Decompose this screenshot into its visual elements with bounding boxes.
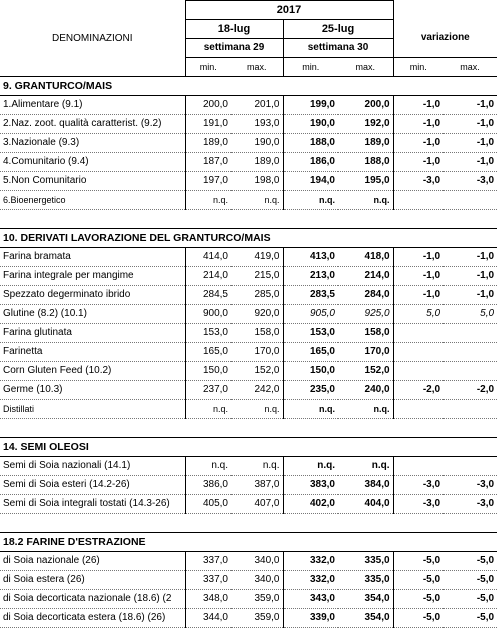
prev-max: 920,0	[231, 305, 283, 324]
curr-max: n.q.	[338, 400, 393, 419]
section-title: 10. DERIVATI LAVORAZIONE DEL GRANTURCO/MAIS	[0, 229, 497, 248]
header-row-year	[0, 1, 497, 20]
row-label: Farina bramata	[0, 248, 185, 267]
curr-min: 188,0	[283, 134, 338, 153]
prev-max: 198,0	[231, 172, 283, 191]
prev-min: 344,0	[185, 609, 231, 628]
curr-min: 190,0	[283, 115, 338, 134]
var-max: -5,0	[443, 571, 497, 590]
section-title: 14. SEMI OLEOSI	[0, 438, 497, 457]
var-min	[393, 343, 443, 362]
table-row	[0, 153, 497, 172]
row-label: 4.Comunitario (9.4)	[0, 153, 185, 172]
curr-max: 335,0	[338, 552, 393, 571]
curr-max: 284,0	[338, 286, 393, 305]
prev-min: 337,0	[185, 571, 231, 590]
var-max: -5,0	[443, 609, 497, 628]
var-min: -5,0	[393, 552, 443, 571]
var-min: -2,0	[393, 381, 443, 400]
prev-max: 359,0	[231, 590, 283, 609]
table-row	[0, 191, 497, 210]
var-min: -1,0	[393, 153, 443, 172]
table-row	[0, 381, 497, 400]
row-label: Farina integrale per mangime	[0, 267, 185, 286]
curr-max: 152,0	[338, 362, 393, 381]
table-row	[0, 96, 497, 115]
prev-min: 337,0	[185, 552, 231, 571]
var-min	[393, 362, 443, 381]
curr-max: 214,0	[338, 267, 393, 286]
week1-label: settimana 29	[185, 39, 283, 58]
var-max: 5,0	[443, 305, 497, 324]
min-label: min.	[185, 58, 231, 77]
curr-max: 384,0	[338, 476, 393, 495]
row-label: 6.Bioenergetico	[0, 191, 185, 210]
spacer-cell	[0, 419, 497, 438]
prev-min: 197,0	[185, 172, 231, 191]
row-label: di Soia decorticata estera (18.6) (26)	[0, 609, 185, 628]
var-min: -1,0	[393, 134, 443, 153]
table-row	[0, 476, 497, 495]
row-label: Semi di Soia esteri (14.2-26)	[0, 476, 185, 495]
var-min: -1,0	[393, 96, 443, 115]
table-row	[0, 362, 497, 381]
var-max	[443, 343, 497, 362]
var-max: -1,0	[443, 286, 497, 305]
prev-min: 348,0	[185, 590, 231, 609]
week2-label: settimana 30	[283, 39, 393, 58]
prev-min: 237,0	[185, 381, 231, 400]
var-min	[393, 457, 443, 476]
var-max: -1,0	[443, 153, 497, 172]
curr-max: 200,0	[338, 96, 393, 115]
prev-min: n.q.	[185, 457, 231, 476]
var-min: -1,0	[393, 267, 443, 286]
min-label: min.	[283, 58, 338, 77]
row-label: 2.Naz. zoot. qualità caratterist. (9.2)	[0, 115, 185, 134]
table-row	[0, 552, 497, 571]
prev-max: 340,0	[231, 552, 283, 571]
row-label: di Soia estera (26)	[0, 571, 185, 590]
curr-max: 925,0	[338, 305, 393, 324]
section-spacer	[0, 210, 497, 229]
prev-min: 414,0	[185, 248, 231, 267]
min-label: min.	[393, 58, 443, 77]
prev-max: 407,0	[231, 495, 283, 514]
prev-max: n.q.	[231, 400, 283, 419]
var-max: -1,0	[443, 267, 497, 286]
section-header	[0, 77, 497, 96]
year-label: 2017	[185, 1, 393, 20]
var-max: -5,0	[443, 590, 497, 609]
curr-max: 188,0	[338, 153, 393, 172]
var-min: -1,0	[393, 248, 443, 267]
prev-min: 153,0	[185, 324, 231, 343]
row-label: Semi di Soia nazionali (14.1)	[0, 457, 185, 476]
max-label: max.	[338, 58, 393, 77]
table-row	[0, 457, 497, 476]
table-row	[0, 590, 497, 609]
prev-max: n.q.	[231, 191, 283, 210]
var-max: -3,0	[443, 495, 497, 514]
curr-min: 905,0	[283, 305, 338, 324]
var-min: -1,0	[393, 286, 443, 305]
row-label: Distillati	[0, 400, 185, 419]
prev-min: 165,0	[185, 343, 231, 362]
denominazioni-label: DENOMINAZIONI	[0, 20, 185, 58]
row-label: 5.Non Comunitario	[0, 172, 185, 191]
curr-min: 332,0	[283, 552, 338, 571]
curr-max: 170,0	[338, 343, 393, 362]
row-label: di Soia decorticata nazionale (18.6) (2	[0, 590, 185, 609]
row-label: Farina glutinata	[0, 324, 185, 343]
var-max: -3,0	[443, 476, 497, 495]
curr-max: n.q.	[338, 457, 393, 476]
var-max	[443, 457, 497, 476]
prev-min: 900,0	[185, 305, 231, 324]
row-label: Semi di Soia integrali tostati (14.3-26)	[0, 495, 185, 514]
curr-max: 354,0	[338, 609, 393, 628]
var-max: -1,0	[443, 96, 497, 115]
prev-max: n.q.	[231, 457, 283, 476]
spacer-cell	[0, 514, 497, 533]
table-row	[0, 324, 497, 343]
prev-max: 242,0	[231, 381, 283, 400]
prev-min: 200,0	[185, 96, 231, 115]
table-row	[0, 305, 497, 324]
table-row	[0, 134, 497, 153]
prev-max: 158,0	[231, 324, 283, 343]
curr-min: 153,0	[283, 324, 338, 343]
row-label: Spezzato degerminato ibrido	[0, 286, 185, 305]
curr-min: n.q.	[283, 457, 338, 476]
max-label: max.	[443, 58, 497, 77]
section-header	[0, 229, 497, 248]
curr-max: 240,0	[338, 381, 393, 400]
curr-min: 283,5	[283, 286, 338, 305]
var-max: -1,0	[443, 115, 497, 134]
var-max	[443, 400, 497, 419]
curr-min: 194,0	[283, 172, 338, 191]
prev-max: 152,0	[231, 362, 283, 381]
curr-max: 192,0	[338, 115, 393, 134]
curr-min: 165,0	[283, 343, 338, 362]
prev-max: 190,0	[231, 134, 283, 153]
section-spacer	[0, 419, 497, 438]
row-label: Glutine (8.2) (10.1)	[0, 305, 185, 324]
var-max: -3,0	[443, 172, 497, 191]
var-min	[393, 324, 443, 343]
curr-max: 418,0	[338, 248, 393, 267]
curr-min: 413,0	[283, 248, 338, 267]
curr-min: 235,0	[283, 381, 338, 400]
curr-max: 404,0	[338, 495, 393, 514]
var-min	[393, 400, 443, 419]
curr-max: n.q.	[338, 191, 393, 210]
prev-max: 189,0	[231, 153, 283, 172]
table-row	[0, 495, 497, 514]
var-min: -3,0	[393, 495, 443, 514]
spacer-cell	[0, 210, 497, 229]
prev-max: 193,0	[231, 115, 283, 134]
row-label: 1.Alimentare (9.1)	[0, 96, 185, 115]
var-min: -3,0	[393, 476, 443, 495]
header-row-minmax	[0, 58, 497, 77]
date-week1: 18-lug	[185, 20, 283, 39]
table-row	[0, 343, 497, 362]
prev-min: 405,0	[185, 495, 231, 514]
var-min: -3,0	[393, 172, 443, 191]
curr-min: 199,0	[283, 96, 338, 115]
var-min	[393, 191, 443, 210]
curr-max: 158,0	[338, 324, 393, 343]
curr-min: 343,0	[283, 590, 338, 609]
table-row	[0, 400, 497, 419]
curr-max: 195,0	[338, 172, 393, 191]
prev-max: 340,0	[231, 571, 283, 590]
var-min: -5,0	[393, 590, 443, 609]
table-row	[0, 286, 497, 305]
var-min: -5,0	[393, 571, 443, 590]
curr-min: n.q.	[283, 400, 338, 419]
prev-max: 201,0	[231, 96, 283, 115]
curr-min: 213,0	[283, 267, 338, 286]
section-title: 18.2 FARINE D'ESTRAZIONE	[0, 533, 497, 552]
row-label: Germe (10.3)	[0, 381, 185, 400]
prev-min: 191,0	[185, 115, 231, 134]
curr-min: 339,0	[283, 609, 338, 628]
prev-min: n.q.	[185, 191, 231, 210]
curr-max: 354,0	[338, 590, 393, 609]
date-week2: 25-lug	[321, 23, 355, 35]
header-row-dates	[0, 20, 497, 39]
var-min: -1,0	[393, 115, 443, 134]
var-max: -2,0	[443, 381, 497, 400]
var-max	[443, 191, 497, 210]
curr-min: 383,0	[283, 476, 338, 495]
prev-max: 419,0	[231, 248, 283, 267]
table-row	[0, 248, 497, 267]
var-max: -1,0	[443, 248, 497, 267]
curr-min: 402,0	[283, 495, 338, 514]
prev-min: 284,5	[185, 286, 231, 305]
section-header	[0, 438, 497, 457]
prev-max: 170,0	[231, 343, 283, 362]
prev-min: 386,0	[185, 476, 231, 495]
prev-max: 387,0	[231, 476, 283, 495]
prev-min: 150,0	[185, 362, 231, 381]
section-spacer	[0, 514, 497, 533]
curr-max: 189,0	[338, 134, 393, 153]
row-label: di Soia nazionale (26)	[0, 552, 185, 571]
prev-max: 285,0	[231, 286, 283, 305]
var-max	[443, 362, 497, 381]
prev-min: 214,0	[185, 267, 231, 286]
row-label: Farinetta	[0, 343, 185, 362]
var-max: -5,0	[443, 552, 497, 571]
table-row	[0, 609, 497, 628]
table-row	[0, 267, 497, 286]
curr-min: 150,0	[283, 362, 338, 381]
section-title: 9. GRANTURCO/MAIS	[0, 77, 497, 96]
curr-min: 332,0	[283, 571, 338, 590]
table-row	[0, 172, 497, 191]
prev-min: 189,0	[185, 134, 231, 153]
row-label: 3.Nazionale (9.3)	[0, 134, 185, 153]
curr-min: 186,0	[283, 153, 338, 172]
max-label: max.	[231, 58, 283, 77]
table-row	[0, 571, 497, 590]
prev-min: n.q.	[185, 400, 231, 419]
section-header	[0, 533, 497, 552]
prev-max: 359,0	[231, 609, 283, 628]
prev-max: 215,0	[231, 267, 283, 286]
curr-max: 335,0	[338, 571, 393, 590]
curr-min: n.q.	[283, 191, 338, 210]
var-min: 5,0	[393, 305, 443, 324]
variazione-label: variazione	[393, 20, 497, 58]
table-row	[0, 115, 497, 134]
var-max	[443, 324, 497, 343]
row-label: Corn Gluten Feed (10.2)	[0, 362, 185, 381]
var-min: -5,0	[393, 609, 443, 628]
var-max: -1,0	[443, 134, 497, 153]
prev-min: 187,0	[185, 153, 231, 172]
